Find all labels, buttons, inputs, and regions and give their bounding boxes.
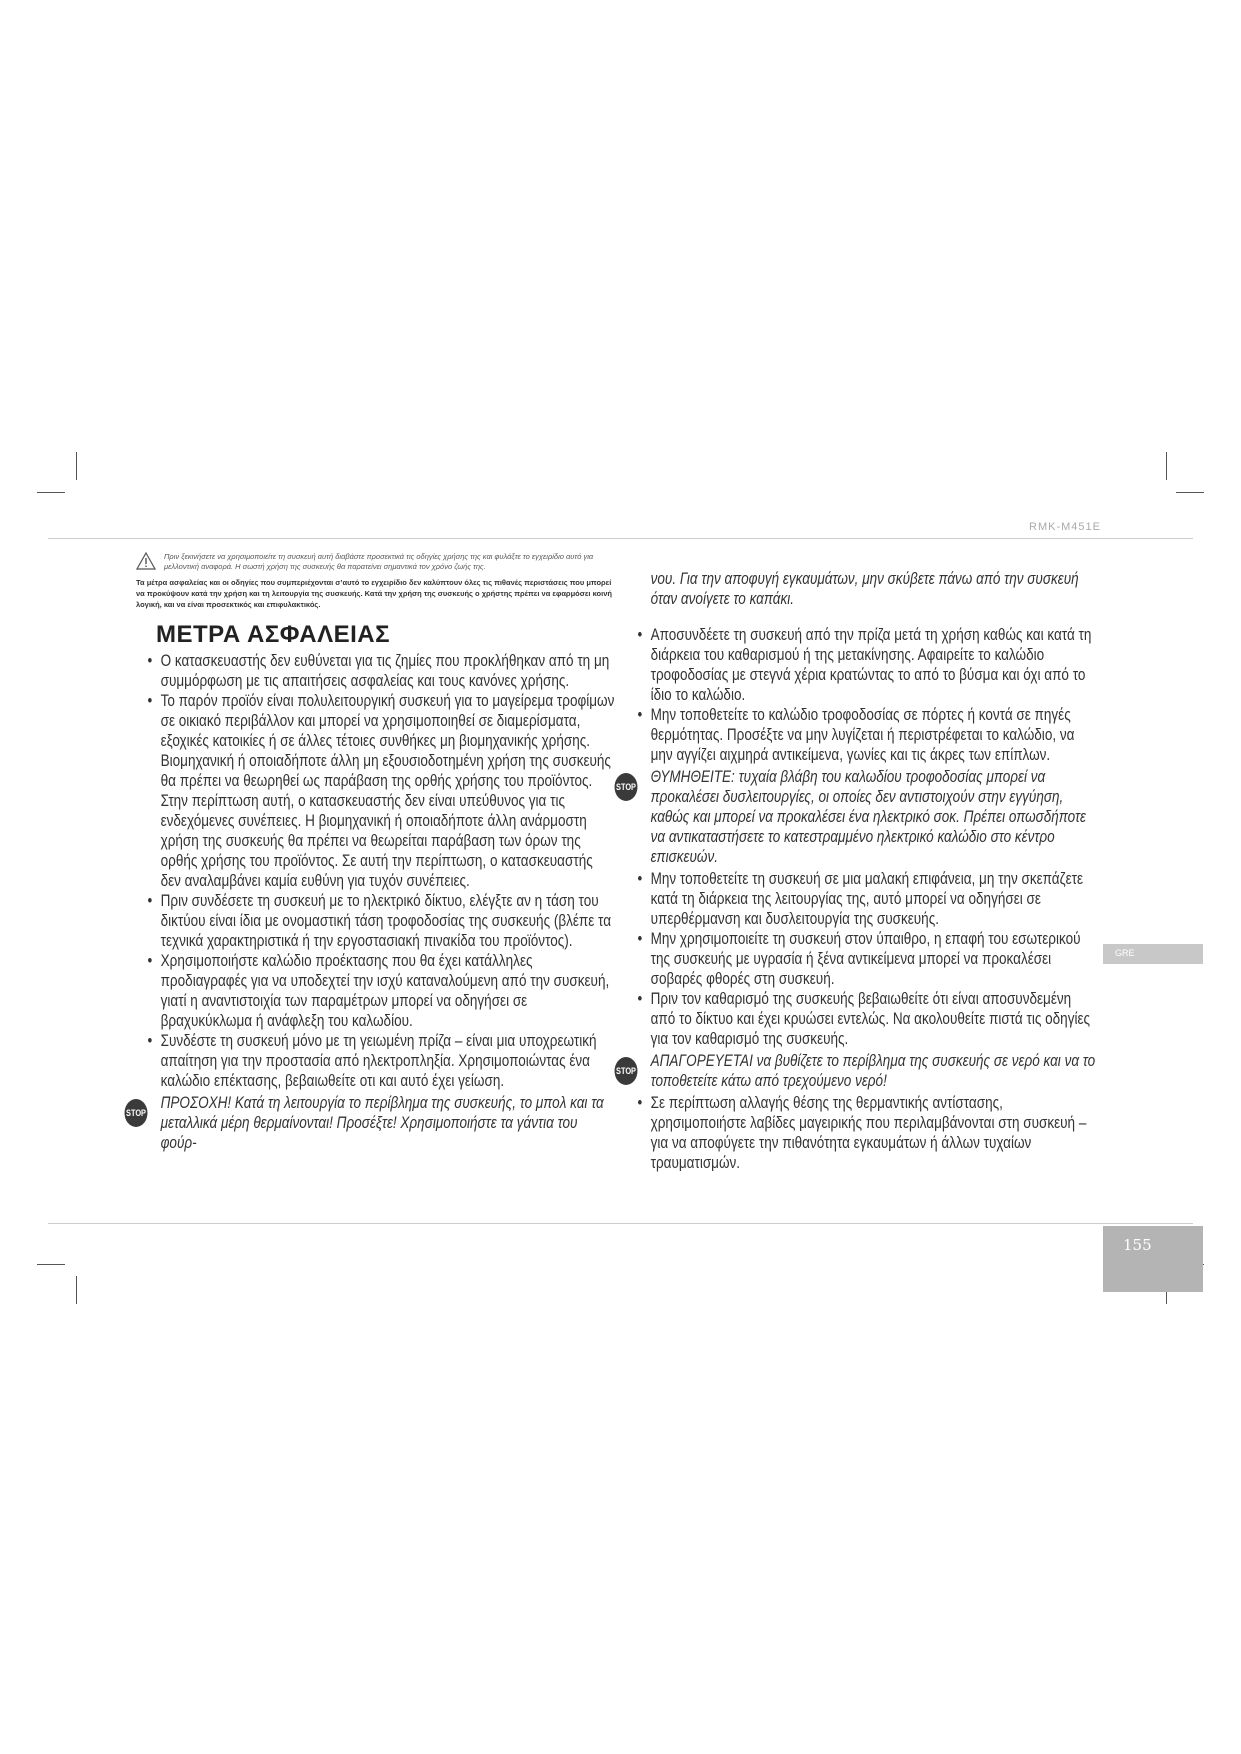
reminder-note-text: ΘΥΜΗΘΕΙΤΕ: τυχαία βλάβη του καλωδίου τροφοδοσίας μπορεί να προκαλέσει δυσλειτουργίες, οι οποίες δεν αντιστοιχούν στην εγγύηση, καθώς και μπορεί να προκαλέσει ένα ηλεκτρικό σοκ. Πρέπει οπωσδήποτε να αντικαταστήσετε το κατεστραμμένο ηλεκτρικό καλώδιο στο κέντρο επισκευών. bbox=[650, 768, 1087, 866]
section-title: ΜΕΤΡΑ ΑΣΦΑΛΕΙΑΣ bbox=[156, 620, 391, 648]
crop-mark bbox=[1166, 452, 1167, 480]
list-item: • Σε περίπτωση αλλαγής θέσης της θερμαντικής αντίστασης, χρησιμοποιήστε λαβίδες μαγειρικής που περιλαμβάνονται στη συσκευή – για να αποφύγετε την πιθανότητα εγκαυμάτων ή άλλων τυχαίων τραυματισμών. bbox=[626, 1093, 1096, 1173]
bottom-rule bbox=[48, 1223, 1193, 1224]
list-item: • Πριν τον καθαρισμό της συσκευής βεβαιωθείτε ότι είναι αποσυνδεμένη από το δίκτυο και έχει κρυώσει εντελώς. Να ακολουθείτε πιστά τις οδηγίες για τον καθαρισμό της συσκευής. bbox=[626, 989, 1096, 1049]
page-number-tab bbox=[1103, 1226, 1203, 1292]
list-item: • Το παρόν προϊόν είναι πολυλειτουργική συσκευή για το μαγείρεμα τροφίμων σε οικιακό περιβάλλον και μπορεί να χρησιμοποιηθεί σε διαμερίσματα, εξοχικές κατοικίες ή σε άλλες τέτοιες συνθήκες μη βιομηχανικής χρήσης. Βιομηχανική ή οποιαδήποτε άλλη μη εξουσιοδοτημένη χρήση της συσκευής θα πρέπει να θεωρηθεί ως παράβαση της ορθής χρήσης του προϊόντος. Στην περίπτωση αυτή, ο κατασκευαστής δεν είναι υπεύθυνος για τις ενδεχόμενες συνέπειες. Η βιομηχανική ή οποιαδήποτε άλλη ανάρμοστη χρήση της συσκευής θα πρέπει να θεωρείται παράβαση των όρων της ορθής χρήσης του προϊόντος. Σε αυτή την περίπτωση, ο κατασκευαστής δεν αναλαμβάνει καμία ευθύνη για τυχόν συνέπειες. bbox=[136, 691, 616, 891]
caution-note-text: ΠΡΟΣΟΧΗ! Κατά τη λειτουργία το περίβλημα της συσκευής, το μπολ και τα μεταλλικά μέρη θερμαίνονται! Προσέξτε! Χρησιμοποιήστε τα γάντια του φούρ- bbox=[160, 1093, 604, 1152]
caution-note bbox=[126, 1093, 616, 1153]
reminder-note bbox=[616, 767, 1096, 867]
list-item: • Μην χρησιμοποιείτε τη συσκευή στον ύπαιθρο, η επαφή του εσωτερικού της συσκευής με υγρασία ή ξένα αντικείμενα μπορεί να προκαλέσει σοβαρές φθορές στη συσκευή. bbox=[626, 929, 1096, 989]
stop-icon: STOP bbox=[615, 773, 638, 801]
warning-icon bbox=[136, 552, 156, 570]
stop-icon: STOP bbox=[615, 1057, 638, 1085]
list-item: • Χρησιμοποιήστε καλώδιο προέκτασης που θα έχει κατάλληλες προδιαγραφές για να υποδεχτεί την ισχύ καταναλούμενη από την συσκευή, γιατί η αναντιστοιχία των παραμέτρων μπορεί να οδηγήσει σε βραχυκύκλωμα ή ανάφλεξη του καλωδίου. bbox=[136, 951, 616, 1031]
list-item: • Αποσυνδέετε τη συσκευή από την πρίζα μετά τη χρήση καθώς και κατά τη διάρκεια του καθαρισμού ή της μετακίνησης. Αφαιρείτε το καλώδιο τροφοδοσίας με στεγνά χέρια κρατώντας το από το βύσμα και όχι από το ίδιο το καλώδιο. bbox=[626, 625, 1096, 705]
language-tab bbox=[1103, 944, 1203, 964]
right-safety-list bbox=[616, 569, 1096, 1174]
prohibition-note-text: ΑΠΑΓΟΡΕΥΕΤΑΙ να βυθίζετε το περίβλημα της συσκευής σε νερό και να το τοποθετείτε κάτω από τρεχούμενο νερό! bbox=[650, 1052, 1096, 1090]
crop-mark bbox=[1176, 492, 1204, 493]
list-item: • Μην τοποθετείτε τη συσκευή σε μια μαλακή επιφάνεια, μη την σκεπάζετε κατά τη διάρκεια της λειτουργίας της, αυτό μπορεί να οδηγήσει σε υπερθέρμανση και δυσλειτουργία της συσκευής. bbox=[626, 869, 1096, 929]
crop-mark bbox=[76, 452, 77, 480]
list-item: • Μην τοποθετείτε το καλώδιο τροφοδοσίας σε πόρτες ή κοντά σε πηγές θερμότητας. Προσέξτε να μην λυγίζεται ή περιστρέφεται το καλώδιο, να μην αγγίζει αιχμηρά αντικείμενα, γωνίες και τις άκρες των επίπλων. bbox=[626, 705, 1096, 765]
stop-icon: STOP bbox=[125, 1099, 148, 1127]
crop-mark bbox=[76, 1276, 77, 1304]
list-item: • Πριν συνδέσετε τη συσκευή με το ηλεκτρικό δίκτυο, ελέγξτε αν η τάση του δικτύου είναι ίδια με ονομαστική τάση τροφοδοσίας της συσκευής (βλέπε τα τεχνικά χαρακτηριστικά ή την εργοστασιακή πινακίδα του προϊόντος). bbox=[136, 891, 616, 951]
top-rule bbox=[48, 538, 1193, 539]
safety-disclaimer: Τα μέτρα ασφαλείας και οι οδηγίες που συμπεριέχονται σ’αυτό το εγχειρίδιο δεν καλύπτουν όλες τις πιθανές περιστάσεις που μπορεί να προκύψουν κατά την χρήση και τη λειτουργία της συσκευής. Κατά την χρήση της συσκευής ο χρήστης πρέπει να εφαρμόσει κοινή λογική, και να είναι προσεκτικός και επιφυλακτικός. bbox=[136, 578, 612, 609]
crop-mark bbox=[37, 1264, 65, 1265]
left-column bbox=[126, 552, 616, 1155]
crop-mark bbox=[37, 492, 65, 493]
language-code: GRE bbox=[1115, 948, 1135, 958]
page-number: 155 bbox=[1123, 1236, 1152, 1254]
left-safety-list bbox=[126, 651, 616, 1153]
usage-notice-text: Πριν ξεκινήσετε να χρησιμοποιείτε τη συσκευή αυτή διαβάστε προσεκτικά τις οδηγίες χρήσης της και φυλάξτε το εγχειρίδιο αυτό για μελλοντική αναφορά. Η σωστή χρήση της συσκευής θα παρατείνει σημαντικά τον χρόνο ζωής της. bbox=[164, 552, 594, 572]
right-column bbox=[616, 552, 1096, 1173]
usage-notice bbox=[136, 552, 616, 572]
list-item: • Ο κατασκευαστής δεν ευθύνεται για τις ζημίες που προκλήθηκαν από τη μη συμμόρφωση με τις απαιτήσεις ασφαλείας και τους κανόνες χρήσης. bbox=[136, 651, 616, 691]
prohibition-note bbox=[616, 1051, 1096, 1091]
model-number: RMK-M451E bbox=[1029, 521, 1101, 533]
caution-note-continued: νου. Για την αποφυγή εγκαυμάτων, μην σκύβετε πάνω από την συσκευή όταν ανοίγετε το καπάκι. bbox=[650, 569, 1079, 608]
list-item: • Συνδέστε τη συσκευή μόνο με τη γειωμένη πρίζα – είναι μια υποχρεωτική απαίτηση για την προστασία από ηλεκτροπληξία. Χρησιμοποιώντας ένα καλώδιο επέκτασης, βεβαιωθείτε οτι και αυτό έχει γείωση. bbox=[136, 1031, 616, 1091]
